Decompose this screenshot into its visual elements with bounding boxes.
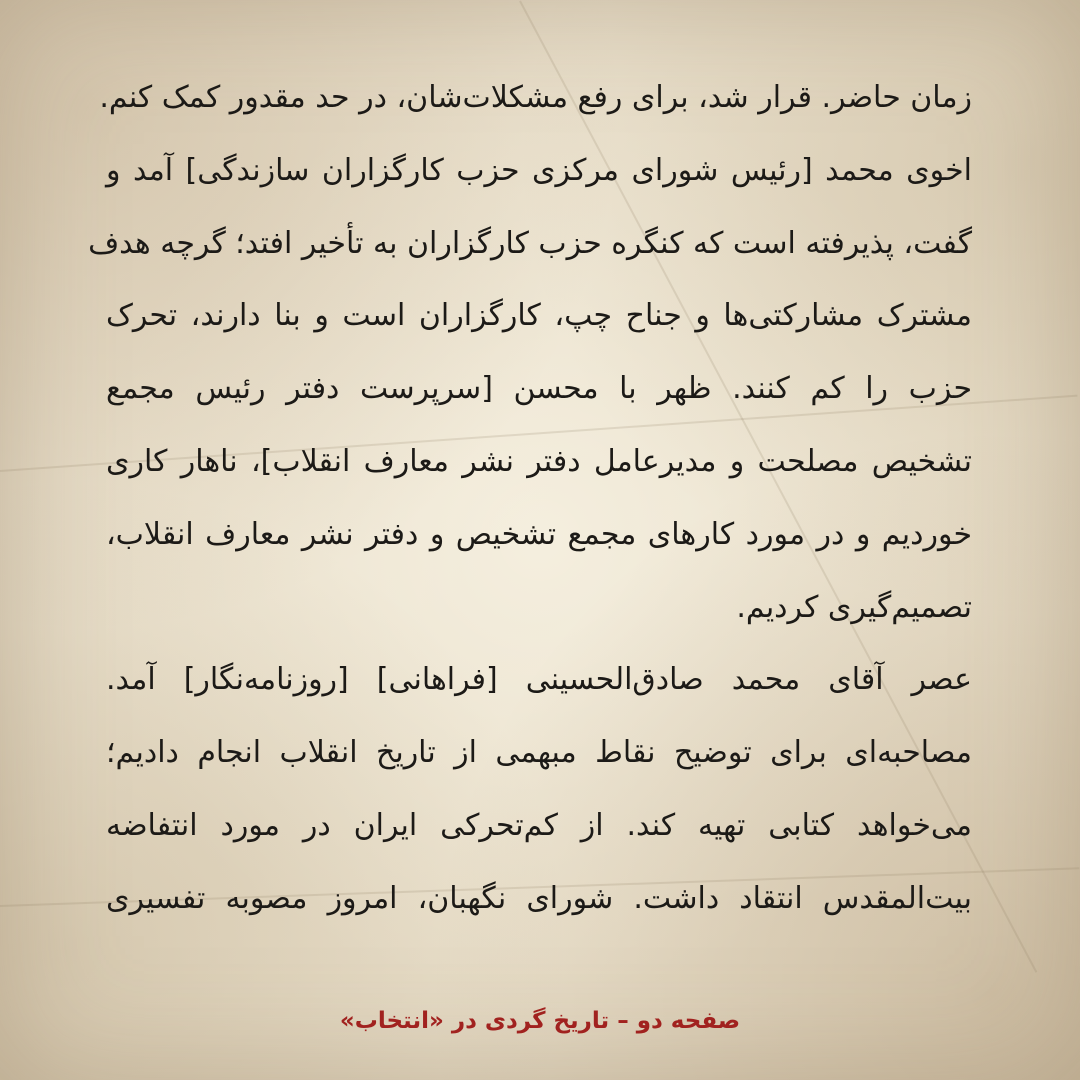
text-line: تصمیم‌گیری کردیم. [736,589,972,625]
text-line: می‌خواهد کتابی تهیه کند. از کم‌تحرکی ایران در مورد انتفاضه [106,807,972,843]
text-line: بیت‌المقدس انتقاد داشت. شورای نگهبان، امروز مصوبه تفسیری [106,880,972,916]
text-line: مشترک مشارکتی‌ها و جناح چپ، کارگزاران است و بنا دارند، تحرک [106,298,972,334]
text-line: گفت، پذیرفته است که کنگره حزب کارگزاران به تأخیر افتد؛ گرچه هدف [88,225,972,261]
text-line: تشخیص مصلحت و مدیرعامل دفتر نشر معارف انقلاب]، ناهار کاری [106,443,972,479]
memoir-text [88,62,972,936]
text-line: اخوی محمد [رئیس شورای مرکزی حزب کارگزاران سازندگی] آمد و [106,152,972,188]
text-line: زمان حاضر. قرار شد، برای رفع مشکلات‌شان، در حد مقدور کمک کنم. [99,80,972,115]
text-line: عصر آقای محمد صادق‌الحسینی [فراهانی] [روزنامه‌نگار] آمد. [106,662,972,698]
page-footer: صفحه دو – تاریخ گردی در «انتخاب» [339,1008,741,1034]
text-line: مصاحبه‌ای برای توضیح نقاط مبهمی از تاریخ انقلاب انجام دادیم؛ [106,735,972,771]
text-line: حزب را کم کنند. ظهر با محسن [سرپرست دفتر رئیس مجمع [106,371,972,407]
text-line: خوردیم و در مورد کارهای مجمع تشخیص و دفتر نشر معارف انقلاب، [106,516,972,552]
